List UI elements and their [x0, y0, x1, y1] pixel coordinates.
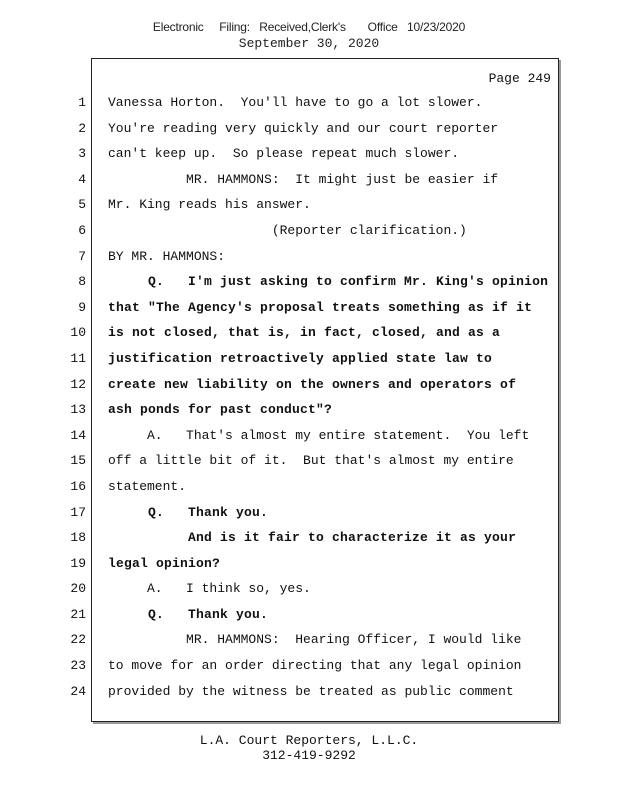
header-date: September 30, 2020 — [238, 36, 380, 51]
line-number: 1 — [78, 95, 86, 110]
transcript-line: to move for an order directing that any legal opinion — [108, 658, 522, 674]
line-number: 8 — [78, 274, 86, 290]
transcript-line-question: create new liability on the owners and operators of — [108, 376, 517, 392]
transcript-line-question: And is it fair to characterize it as your — [108, 530, 517, 546]
transcript-line-question: ash ponds for past conduct"? — [108, 402, 333, 418]
line-number: 15 — [70, 453, 86, 469]
line-number-column — [62, 95, 86, 709]
line-number: 11 — [70, 350, 86, 366]
line-number: 9 — [78, 299, 86, 315]
line-number: 3 — [78, 146, 86, 162]
line-number: 4 — [78, 171, 86, 187]
transcript-line: BY MR. HAMMONS: — [108, 248, 226, 264]
transcript-line-question: is not closed, that is, in fact, closed, and as a — [108, 325, 501, 341]
line-number: 2 — [78, 120, 86, 136]
transcript-line: off a little bit of it. But that's almost my entire — [108, 453, 514, 469]
transcript-line: MR. HAMMONS: Hearing Officer, I would like — [108, 632, 522, 648]
transcript-line: MR. HAMMONS: It might just be easier if — [108, 171, 499, 187]
transcript-line-question: that "The Agency's proposal treats something as if it — [108, 299, 533, 315]
filing-stamp: Electronic Filing: Received,Clerk's Office 10/23/2020 — [152, 20, 466, 34]
line-number: 22 — [70, 632, 86, 648]
transcript-line: (Reporter clarification.) — [108, 222, 467, 238]
line-number: 6 — [78, 222, 86, 238]
line-number: 20 — [70, 581, 86, 597]
line-number: 17 — [70, 504, 86, 520]
transcript-text — [108, 95, 548, 709]
transcript-line-question: justification retroactively applied state law to — [108, 350, 493, 366]
line-number: 18 — [70, 530, 86, 546]
page-number: Page 249 — [488, 71, 551, 86]
transcript-line-question: Q. Thank you. — [108, 504, 269, 520]
transcript-line: Mr. King reads his answer. — [108, 197, 311, 213]
transcript-line: A. I think so, yes. — [108, 581, 311, 597]
line-number: 10 — [70, 325, 86, 341]
transcript-line: Vanessa Horton. You'll have to go a lot slower. — [108, 95, 483, 110]
line-number: 24 — [70, 683, 86, 699]
transcript-line: provided by the witness be treated as public comment — [108, 683, 514, 699]
footer-phone: 312-419-9292 — [262, 748, 356, 763]
line-number: 14 — [70, 427, 86, 443]
page-footer — [0, 733, 618, 763]
line-number: 5 — [78, 197, 86, 213]
transcript-line: You're reading very quickly and our court reporter — [108, 120, 499, 136]
line-number: 21 — [70, 606, 86, 622]
transcript-line: statement. — [108, 478, 187, 494]
transcript-line-question: legal opinion? — [108, 555, 221, 571]
line-number: 7 — [78, 248, 86, 264]
transcript-line-question: Q. I'm just asking to confirm Mr. King's opinion — [108, 274, 549, 290]
line-number: 13 — [70, 402, 86, 418]
transcript-line: A. That's almost my entire statement. You left — [108, 427, 530, 443]
line-number: 23 — [70, 658, 86, 674]
line-number: 12 — [70, 376, 86, 392]
footer-company: L.A. Court Reporters, L.L.C. — [199, 733, 419, 748]
transcript-line: can't keep up. So please repeat much slower. — [108, 146, 460, 162]
line-number: 16 — [70, 478, 86, 494]
line-number: 19 — [70, 555, 86, 571]
transcript-line-question: Q. Thank you. — [108, 606, 269, 622]
